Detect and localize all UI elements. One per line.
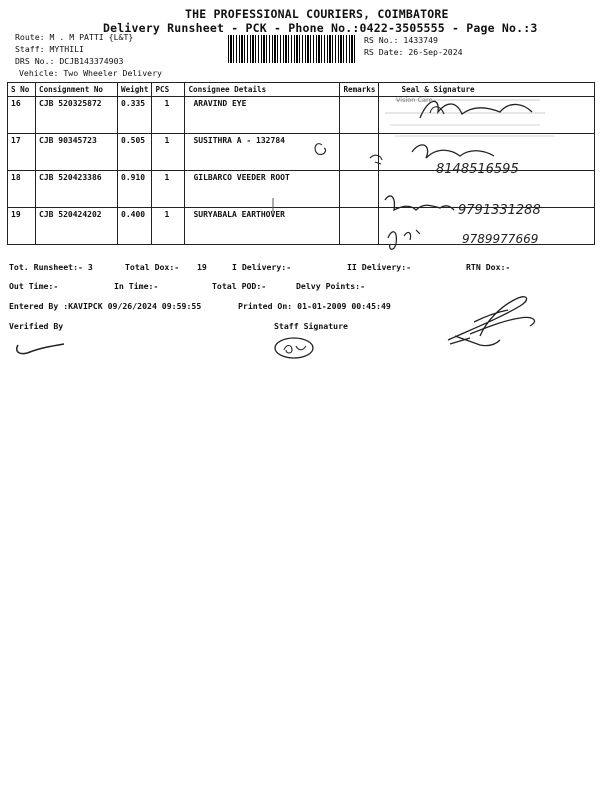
cell-consignee: SUSITHRA A - 132784 [185, 134, 340, 171]
cell-pcs: 1 [152, 208, 185, 245]
drs-number: DRS No.: DCJB143374903 [15, 56, 124, 66]
cell-sno: 16 [8, 97, 36, 134]
signature-row17 [412, 145, 494, 158]
column-header: Weight [118, 83, 152, 97]
column-header: Seal & Signature [379, 83, 595, 97]
cell-consignee: SURYABALA EARTHOVER [185, 208, 340, 245]
cell-consignment: CJB 520325872 [36, 97, 118, 134]
runsheet-title: Delivery Runsheet - PCK - Phone No.:0422-3505555 - Page No.:3 [103, 21, 538, 35]
rs-date: RS Date: 26-Sep-2024 [364, 47, 463, 57]
cell-pcs: 1 [152, 134, 185, 171]
vehicle-label: Vehicle: Two Wheeler Delivery [19, 68, 162, 78]
signature-row16 [420, 101, 532, 118]
handwritten-phone-row19: 9789977669 [462, 232, 539, 246]
stamp-text: Vision Care [396, 96, 433, 104]
route-label: Route: M . M PATTI {L&T} [15, 32, 134, 42]
handwritten-phone-row17: 8148516595 [436, 162, 519, 177]
cell-weight: 0.335 [118, 97, 152, 134]
total-pod: Total POD:- [212, 281, 267, 291]
column-header: Remarks [340, 83, 379, 97]
cell-pcs: 1 [152, 97, 185, 134]
entered-by: Entered By :KAVIPCK 09/26/2024 09:59:55 [9, 301, 202, 311]
cell-sno: 18 [8, 171, 36, 208]
tot-runsheet: Tot. Runsheet:- 3 [9, 262, 93, 272]
column-header: S No [8, 83, 36, 97]
i-delivery: I Delivery:- [232, 262, 292, 272]
cell-consignment: CJB 520423386 [36, 171, 118, 208]
rtn-dox: RTN Dox:- [466, 262, 511, 272]
signature-row19 [388, 230, 420, 249]
delvy-points: Delvy Points:- [296, 281, 366, 291]
rs-number: RS No.: 1433749 [364, 35, 438, 45]
staff-label: Staff: MYTHILI [15, 44, 85, 54]
out-time: Out Time:- [9, 281, 59, 291]
seal-stamp [385, 100, 555, 136]
cell-sno: 17 [8, 134, 36, 171]
company-title: THE PROFESSIONAL COURIERS, COIMBATORE [185, 7, 449, 21]
ii-delivery: II Delivery:- [347, 262, 412, 272]
verified-by-label: Verified By [9, 321, 64, 331]
total-dox-value: 19 [197, 262, 207, 272]
staff-signature-mark [275, 338, 313, 358]
cell-weight: 0.505 [118, 134, 152, 171]
signature-row18 [385, 196, 454, 210]
total-dox-label: Total Dox:- [125, 262, 180, 272]
verified-by-signature [17, 344, 64, 354]
handwritten-phone-row18: 9791331288 [458, 203, 541, 218]
cell-weight: 0.400 [118, 208, 152, 245]
cell-weight: 0.910 [118, 171, 152, 208]
cell-consignee: GILBARCO VEEDER ROOT [185, 171, 340, 208]
cell-consignment: CJB 520424202 [36, 208, 118, 245]
cell-consignee: ARAVIND EYE [185, 97, 340, 134]
cell-sno: 19 [8, 208, 36, 245]
column-header: Consignment No [36, 83, 118, 97]
cell-consignment: CJB 90345723 [36, 134, 118, 171]
in-time: In Time:- [114, 281, 159, 291]
staff-signature-label: Staff Signature [274, 321, 348, 331]
staff-big-signature [448, 297, 535, 346]
cell-pcs: 1 [152, 171, 185, 208]
column-header: PCS [152, 83, 185, 97]
printed-on: Printed On: 01-01-2009 00:45:49 [238, 301, 391, 311]
column-header: Consignee Details [185, 83, 340, 97]
